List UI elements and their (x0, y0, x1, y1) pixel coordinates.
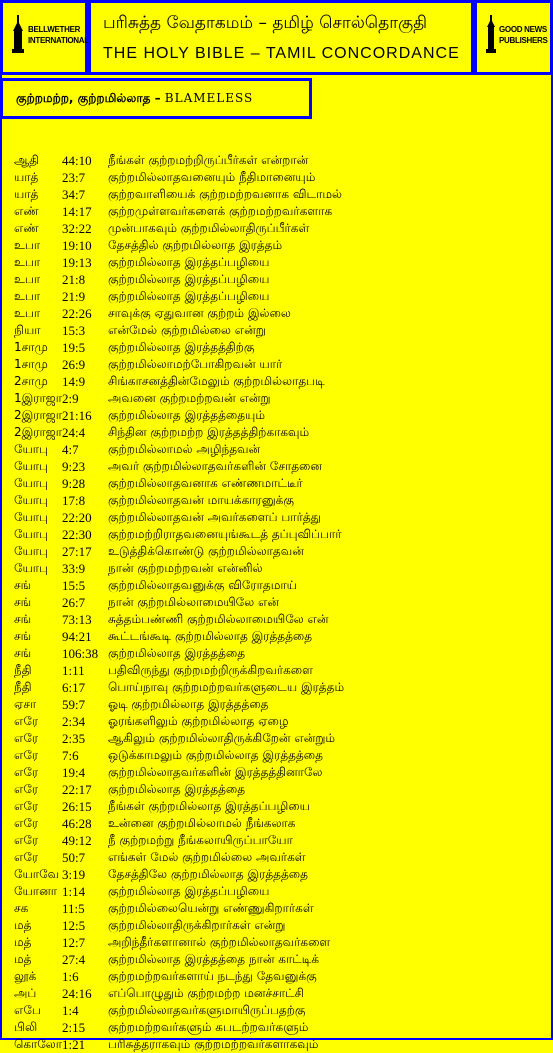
concordance-row (14, 492, 544, 509)
concordance-row (14, 696, 544, 713)
concordance-row (14, 628, 544, 645)
verse-text: குற்றமில்லாதவர்களின் இரத்தத்தினாலே (108, 765, 323, 779)
concordance-row (14, 441, 544, 458)
verse-reference: 11:5 (62, 901, 85, 916)
verse-text: நீ குற்றமற்று நீங்கலாயிருப்பாயோ (108, 833, 293, 847)
concordance-row (14, 424, 544, 441)
concordance-row (14, 203, 544, 220)
concordance-row (14, 662, 544, 679)
concordance-row (14, 968, 544, 985)
verse-book: எரே (14, 782, 39, 796)
verse-text: குற்றமற்றவர்களாய் நடந்து தேவனுக்கு (108, 969, 317, 983)
verse-text: குற்றவாளியைக் குற்றமற்றவனாக விடாமல் (108, 187, 342, 201)
verse-reference: 2:35 (62, 731, 86, 746)
concordance-row (14, 458, 544, 475)
publisher-logo-left (0, 0, 88, 75)
verse-text: குற்றமுள்ளவர்களைக் குற்றமற்றவர்களாக (108, 204, 333, 218)
concordance-row (14, 934, 544, 951)
verse-text: குற்றமில்லாத இரத்தப்பழியை (108, 884, 270, 898)
verse-reference: 44:10 (62, 153, 92, 168)
verse-text: பதிவிருந்து குற்றமற்றிருக்கிறவர்களை (108, 663, 313, 677)
concordance-row (14, 781, 544, 798)
verse-reference: 106:38 (62, 646, 99, 661)
verse-reference: 26:15 (62, 799, 92, 814)
concordance-row (14, 288, 544, 305)
concordance-row (14, 356, 544, 373)
concordance-row (14, 866, 544, 883)
concordance-row (14, 220, 544, 237)
verse-text: குற்றமில்லாத இரத்தப்பழியை (108, 255, 270, 269)
verse-book: லூக் (14, 969, 37, 983)
verse-reference: 21:9 (62, 289, 86, 304)
verse-text: அவர் குற்றமில்லாதவர்களின் சோதனை (108, 459, 323, 473)
verse-book: சங் (14, 612, 32, 626)
verse-book: மத் (14, 935, 32, 949)
verse-book: உபா (14, 272, 41, 286)
verse-book: உபா (14, 238, 41, 252)
verse-reference: 21:16 (62, 408, 92, 423)
verse-reference: 2:9 (62, 391, 79, 406)
verse-text: சாவுக்கு ஏதுவான குற்றம் இல்லை (108, 306, 291, 320)
concordance-row (14, 271, 544, 288)
verse-reference: 12:5 (62, 918, 86, 933)
verse-text: குற்றமில்லாத இரத்தத்திற்கு (108, 340, 255, 354)
verse-text: அவனை குற்றமற்றவன் என்று (108, 391, 271, 405)
publisher-logo-right (474, 0, 553, 75)
verse-text: சுத்தம்பண்ணி குற்றமில்லாமையிலே என் (108, 612, 329, 626)
verse-reference: 1:21 (62, 1037, 86, 1052)
logo-left-line1: BELLWETHER (28, 25, 81, 34)
verse-text: நீங்கள் குற்றமில்லாத இரத்தப்பழியை (108, 799, 310, 813)
verse-reference: 2:34 (62, 714, 86, 729)
verse-reference: 15:5 (62, 578, 86, 593)
concordance-row (14, 900, 544, 917)
verse-text: குற்றமில்லாத இரத்தத்தை (108, 646, 246, 660)
verse-book: யாத் (14, 187, 39, 201)
verse-book: யோவே (14, 867, 60, 881)
concordance-row (14, 475, 544, 492)
verse-book: யோபு (14, 544, 49, 558)
verse-book: 1சாமு (14, 340, 48, 354)
concordance-row (14, 1019, 544, 1036)
verse-reference: 32:22 (62, 221, 92, 236)
concordance-row (14, 679, 544, 696)
concordance-row (14, 883, 544, 900)
verse-text: குற்றமில்லாதிருக்கிறார்கள் என்று (108, 918, 286, 932)
verse-book: மத் (14, 918, 32, 932)
verse-text: எங்கள் மேல் குற்றமில்லை அவர்கள் (108, 850, 306, 864)
verse-book: யோபு (14, 510, 49, 524)
verse-book: ஏசா (14, 697, 37, 711)
verse-reference: 24:16 (62, 986, 92, 1001)
verse-text: எப்பொழுதும் குற்றமற்ற மனச்சாட்சி (108, 986, 305, 1000)
verse-text: உடுத்திக்கொண்டு குற்றமில்லாதவன் (108, 544, 304, 558)
verse-book: உபா (14, 306, 41, 320)
verse-book: எண் (14, 221, 39, 235)
verse-reference: 1:14 (62, 884, 86, 899)
verse-text: குற்றமற்றிராதவனையுங்கூடத் தப்புவிப்பார் (108, 527, 342, 541)
concordance-row (14, 917, 544, 934)
verse-text: நான் குற்றமற்றவன் என்னில் (108, 561, 263, 575)
topic-english: BLAMELESS (164, 91, 254, 105)
concordance-list (14, 152, 544, 1053)
tower-icon (485, 15, 497, 55)
verse-reference: 21:8 (62, 272, 86, 287)
verse-book: சங் (14, 595, 32, 609)
title-tamil: பரிசுத்த வேதாகமம் – தமிழ் சொல்தொகுதி (103, 13, 428, 33)
bell-tower-icon (11, 15, 25, 55)
concordance-row (14, 560, 544, 577)
concordance-row (14, 373, 544, 390)
verse-book: அப் (14, 986, 37, 1000)
verse-book: உபா (14, 289, 41, 303)
verse-reference: 22:20 (62, 510, 92, 525)
concordance-row (14, 339, 544, 356)
concordance-row (14, 237, 544, 254)
verse-reference: 14:9 (62, 374, 86, 389)
verse-book: 2இராஜா (14, 425, 63, 439)
verse-book: எரே (14, 731, 39, 745)
concordance-row (14, 169, 544, 186)
concordance-row (14, 152, 544, 169)
concordance-row (14, 254, 544, 271)
verse-text: முன்பாகவும் குற்றமில்லாதிருப்பீர்கள் (108, 221, 310, 235)
verse-text: ஓடி குற்றமில்லாத இரத்தத்தை (108, 697, 269, 711)
verse-book: யோபு (14, 476, 49, 490)
verse-book: 1இராஜா (14, 391, 63, 405)
verse-reference: 1:4 (62, 1003, 79, 1018)
verse-text: குற்றமில்லாமற்போகிறவன் யார் (108, 357, 283, 371)
verse-book: சங் (14, 646, 32, 660)
verse-text: சிந்தின குற்றமற்ற இரத்தத்திற்காகவும் (108, 425, 310, 439)
topic-tamil: குற்றமற்ற, குற்றமில்லாத (16, 91, 151, 105)
concordance-row (14, 645, 544, 662)
verse-text: குற்றமில்லாதவன் அவர்களைப் பார்த்து (108, 510, 322, 524)
verse-reference: 12:7 (62, 935, 86, 950)
verse-reference: 59:7 (62, 697, 86, 712)
verse-text: நீங்கள் குற்றமற்றிருப்பீர்கள் என்றான் (108, 153, 309, 167)
title-english: THE HOLY BIBLE – TAMIL CONCORDANCE (103, 45, 460, 62)
verse-book: எரே (14, 816, 39, 830)
verse-book: நியா (14, 323, 41, 337)
verse-reference: 26:9 (62, 357, 86, 372)
verse-book: எரே (14, 714, 39, 728)
verse-reference: 6:17 (62, 680, 86, 695)
verse-reference: 1:11 (62, 663, 85, 678)
verse-text: குற்றமில்லாத இரத்தத்தை (108, 782, 246, 796)
concordance-row (14, 305, 544, 322)
topic-heading (16, 91, 253, 107)
verse-text: சிங்காசனத்தின்மேலும் குற்றமில்லாதபடி (108, 374, 325, 388)
verse-text: உன்னை குற்றமில்லாமல் நீங்கலாக (108, 816, 296, 830)
verse-reference: 14:17 (62, 204, 92, 219)
verse-text: குற்றமில்லாத இரத்தப்பழியை (108, 289, 270, 303)
verse-reference: 9:28 (62, 476, 86, 491)
verse-book: பிலி (14, 1020, 38, 1034)
verse-book: எரே (14, 748, 39, 762)
verse-book: நீதி (14, 663, 32, 677)
concordance-row (14, 577, 544, 594)
verse-reference: 2:15 (62, 1020, 86, 1035)
verse-reference: 9:23 (62, 459, 86, 474)
verse-reference: 4:7 (62, 442, 79, 457)
verse-reference: 33:9 (62, 561, 86, 576)
verse-reference: 19:5 (62, 340, 86, 355)
concordance-row (14, 730, 544, 747)
verse-book: யாத் (14, 170, 39, 184)
concordance-row (14, 832, 544, 849)
verse-text: குற்றமில்லாதவனுக்கு விரோதமாய் (108, 578, 297, 592)
concordance-row (14, 594, 544, 611)
verse-reference: 46:28 (62, 816, 92, 831)
concordance-row (14, 407, 544, 424)
logo-left-line2: INTERNATIONAL (28, 36, 89, 45)
verse-book: யோபு (14, 493, 49, 507)
concordance-row (14, 186, 544, 203)
verse-reference: 26:7 (62, 595, 86, 610)
concordance-row (14, 713, 544, 730)
verse-reference: 15:3 (62, 323, 86, 338)
verse-reference: 22:26 (62, 306, 92, 321)
verse-reference: 17:8 (62, 493, 86, 508)
logo-right-line1: GOOD NEWS (499, 25, 547, 34)
verse-reference: 19:4 (62, 765, 86, 780)
concordance-row (14, 815, 544, 832)
verse-reference: 23:7 (62, 170, 86, 185)
verse-book: சங் (14, 578, 32, 592)
verse-reference: 73:13 (62, 612, 92, 627)
verse-reference: 49:12 (62, 833, 92, 848)
concordance-row (14, 951, 544, 968)
verse-book: யோபு (14, 459, 49, 473)
title-banner (88, 0, 474, 75)
verse-text: குற்றமில்லாத இரத்தத்தையும் (108, 408, 266, 422)
verse-text: குற்றமில்லாதவனையும் நீதிமானையும் (108, 170, 316, 184)
verse-reference: 19:13 (62, 255, 92, 270)
verse-book: சங் (14, 629, 32, 643)
verse-book: மத் (14, 952, 32, 966)
verse-book: எரே (14, 833, 39, 847)
concordance-row (14, 390, 544, 407)
verse-book: யோபு (14, 561, 49, 575)
concordance-row (14, 543, 544, 560)
verse-book: எரே (14, 850, 39, 864)
concordance-row (14, 798, 544, 815)
verse-book: சக (14, 901, 29, 915)
verse-text: ஆகிலும் குற்றமில்லாதிருக்கிறேன் என்றும் (108, 731, 336, 745)
verse-text: பரிசுத்தராகவும் குற்றமற்றவர்களாகவும் (108, 1037, 319, 1051)
verse-book: யோனா (14, 884, 57, 898)
verse-reference: 50:7 (62, 850, 86, 865)
verse-reference: 7:6 (62, 748, 79, 763)
verse-text: அறிந்தீர்களானால் குற்றமில்லாதவர்களை (108, 935, 331, 949)
verse-reference: 27:17 (62, 544, 92, 559)
verse-book: கொலோ (14, 1037, 63, 1051)
verse-text: தேசத்தில் குற்றமில்லாத இரத்தம் (108, 238, 283, 252)
verse-book: யோபு (14, 442, 49, 456)
verse-book: ஆதி (14, 153, 40, 167)
verse-reference: 3:19 (62, 867, 86, 882)
concordance-row (14, 1036, 544, 1053)
verse-text: குற்றமில்லாமல் அழிந்தவன் (108, 442, 261, 456)
verse-reference: 34:7 (62, 187, 86, 202)
verse-reference: 27:4 (62, 952, 86, 967)
verse-text: குற்றமற்றவர்களும் கபடற்றவர்களும் (108, 1020, 309, 1034)
concordance-row (14, 1002, 544, 1019)
concordance-row (14, 747, 544, 764)
verse-book: 2இராஜா (14, 408, 63, 422)
verse-reference: 1:6 (62, 969, 79, 984)
verse-text: குற்றமில்லையென்று எண்ணுகிறார்கள் (108, 901, 314, 915)
verse-text: ஒடுக்காமலும் குற்றமில்லாத இரத்தத்தை (108, 748, 323, 762)
verse-text: குற்றமில்லாத இரத்தப்பழியை (108, 272, 270, 286)
verse-reference: 22:30 (62, 527, 92, 542)
verse-text: குற்றமில்லாதவர்களுமாயிருப்பதற்கு (108, 1003, 306, 1017)
verse-text: குற்றமில்லாதவன் மாயக்காரனுக்கு (108, 493, 294, 507)
logo-right-line2: PUBLISHERS (499, 36, 548, 45)
verse-book: நீதி (14, 680, 32, 694)
verse-book: உபா (14, 255, 41, 269)
verse-book: எரே (14, 799, 39, 813)
verse-text: கூட்டங்கூடி குற்றமில்லாத இரத்தத்தை (108, 629, 313, 643)
verse-reference: 94:21 (62, 629, 92, 644)
concordance-row (14, 611, 544, 628)
verse-book: எபே (14, 1003, 41, 1017)
verse-book: எரே (14, 765, 39, 779)
concordance-row (14, 322, 544, 339)
concordance-row (14, 764, 544, 781)
verse-book: எண் (14, 204, 39, 218)
verse-text: குற்றமில்லாதவனாக எண்ணமாட்டீர் (108, 476, 303, 490)
concordance-row (14, 509, 544, 526)
concordance-row (14, 849, 544, 866)
concordance-row (14, 985, 544, 1002)
concordance-row (14, 526, 544, 543)
verse-book: 1சாமு (14, 357, 48, 371)
verse-book: 2சாமு (14, 374, 48, 388)
verse-text: குற்றமில்லாத இரத்தத்தை நான் காட்டிக் (108, 952, 320, 966)
verse-text: நான் குற்றமில்லாமையிலே என் (108, 595, 279, 609)
topic-banner (0, 78, 312, 119)
verse-book: யோபு (14, 527, 49, 541)
verse-text: ஓரங்களிலும் குற்றமில்லாத ஏழை (108, 714, 289, 728)
verse-reference: 19:10 (62, 238, 92, 253)
verse-text: பொய்நாவு குற்றமற்றவர்களுடைய இரத்தம் (108, 680, 345, 694)
verse-reference: 22:17 (62, 782, 92, 797)
verse-reference: 24:4 (62, 425, 86, 440)
verse-text: தேசத்திலே குற்றமில்லாத இரத்தத்தை (108, 867, 308, 881)
verse-text: என்மேல் குற்றமில்லை என்று (108, 323, 266, 337)
topic-separator: – (150, 91, 165, 105)
